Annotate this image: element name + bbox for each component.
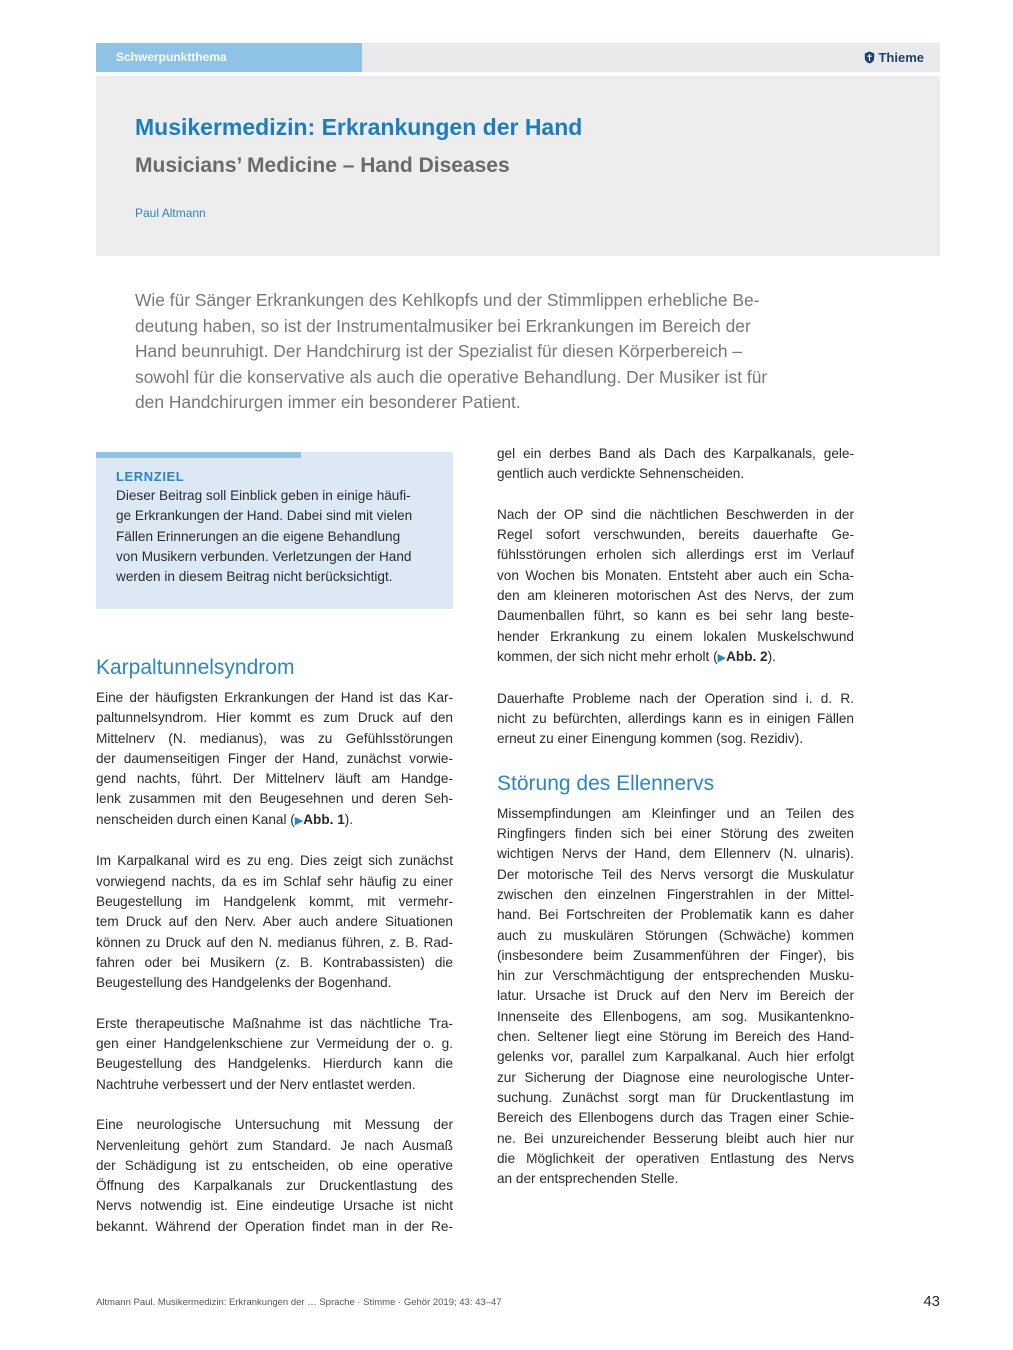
- text-line: Eine neurologische Untersuchung mit Messung der: [96, 1117, 453, 1133]
- text-line: die Möglichkeit der operativen Entlastung des Nervs: [497, 1150, 854, 1166]
- figure-link-abb-2[interactable]: Abb. 2: [726, 648, 768, 664]
- text-line: latur. Ursache ist Druck auf den Nerv im Bereich der: [497, 988, 854, 1004]
- text-line: Nervs notwendig ist. Eine eindeutige Ursache ist nicht: [96, 1198, 453, 1214]
- learning-goal-box: [96, 452, 453, 609]
- figure-ref-arrow-icon: ▶: [294, 814, 304, 827]
- text-line: Missempfindungen am Kleinfinger und an Teilen des: [497, 805, 854, 821]
- abstract: [135, 288, 835, 416]
- text-line: [96, 810, 453, 831]
- learning-goal-line: von Musikern verbunden. Verletzungen der Hand: [116, 548, 412, 564]
- paragraph: [96, 851, 453, 993]
- text-line: fahren oder bei Musikern (z. B. Kontrabassisten) die: [96, 954, 453, 970]
- text-line: gend nachts, führt. Der Mittelnerv läuft am Handge-: [96, 771, 453, 787]
- text-line: können zu Druck auf den N. medianus führen, z. B. Rad-: [96, 934, 453, 950]
- paragraph: [497, 505, 854, 668]
- text-line: Im Karpalkanal wird es zu eng. Dies zeigt sich zunächst: [96, 853, 453, 869]
- text-line: Erste therapeutische Maßnahme ist das nächtliche Tra-: [96, 1015, 453, 1031]
- learning-goal-text: [116, 486, 441, 587]
- text-line: Bereich des Ellenbogens durch das Tragen einer Schie-: [497, 1110, 854, 1126]
- text-line: gelenks vor, parallel zum Karpalkanal. Auch hier erfolgt: [497, 1049, 854, 1065]
- abstract-line: Wie für Sänger Erkrankungen des Kehlkopfs und der Stimmlippen erhebliche Be-: [135, 290, 760, 310]
- title-block: [96, 76, 940, 256]
- brand-name: Thieme: [878, 50, 924, 65]
- text-line: Innenseite des Ellenbogens, am sog. Musikantenkno-: [497, 1008, 854, 1024]
- paragraph: [497, 689, 854, 750]
- abstract-line: sowohl für die konservative als auch die operative Behandlung. Der Musiker ist für: [135, 366, 768, 387]
- author-name: Paul Altmann: [135, 206, 206, 220]
- paragraph: [96, 688, 453, 831]
- text-line: chen. Seltener liegt eine Störung im Bereich des Hand-: [497, 1029, 854, 1045]
- text-line: hand. Bei Fortschreiten der Problematik kann es daher: [497, 907, 854, 923]
- learning-goal-accent-bar: [96, 452, 301, 458]
- text-line: Öffnung des Karpalkanals zur Druckentlastung des: [96, 1178, 453, 1194]
- left-column: [96, 654, 453, 1257]
- text-fragment: kommen, der sich nicht mehr erholt (: [497, 648, 718, 664]
- text-line: (insbesondere beim Zusammenführen der Finger), bis: [497, 947, 854, 963]
- learning-goal-heading: LERNZIEL: [116, 469, 185, 484]
- abstract-line: deutung haben, so ist der Instrumentalmusiker bei Erkrankungen im Bereich der: [135, 315, 751, 336]
- learning-goal-line: Fällen Erinnerungen an die eigene Behandlung: [116, 528, 401, 544]
- figure-ref-arrow-icon: ▶: [717, 651, 727, 664]
- text-line: tem Druck auf den Nerv. Aber auch andere Situationen: [96, 914, 453, 930]
- learning-goal-line: werden in diesem Beitrag nicht berücksichtigt.: [116, 569, 393, 585]
- text-line: von Wochen bis Monaten. Entsteht aber auch ein Scha-: [497, 567, 854, 583]
- text-line: hender Erkrankung zu einem lokalen Muskelschwund: [497, 628, 854, 644]
- text-line: paltunnelsyndrom. Hier kommt es zum Druck auf den: [96, 710, 453, 726]
- text-line: an der entsprechenden Stelle.: [497, 1171, 679, 1187]
- text-line: gen einer Handgelenkschiene zur Vermeidung der o. g.: [96, 1036, 453, 1052]
- text-line: Mittelnerv (N. medianus), was zu Gefühlsstörungen: [96, 730, 453, 746]
- text-line: gentlich auch verdickte Sehnenscheiden.: [497, 466, 745, 482]
- learning-goal-line: Dieser Beitrag soll Einblick geben in einige häufi-: [116, 488, 411, 503]
- publisher-logo: [864, 43, 924, 72]
- paragraph: [96, 1115, 453, 1237]
- text-line: wichtigen Nervs der Hand, dem Ellennerv (N. ulnaris).: [497, 846, 854, 862]
- text-line: Nachtruhe verbessert und der Nerv entlastet werden.: [96, 1076, 416, 1092]
- text-line: Nach der OP sind die nächtlichen Beschwerden in der: [497, 506, 854, 522]
- paragraph: [96, 1014, 453, 1095]
- text-line: Ringfingers finden sich bei einer Störung des zweiten: [497, 826, 854, 842]
- text-line: gel ein derbes Band als Dach des Karpalkanals, gele-: [497, 446, 854, 461]
- text-line: Der motorische Teil des Nervs versorgt die Muskulatur: [497, 866, 854, 882]
- text-line: Daumenballen führt, so kann es bei sehr lang beste-: [497, 608, 854, 624]
- abstract-line: den Handchirurgen immer ein besonderer Patient.: [135, 392, 521, 413]
- text-line: [497, 647, 854, 668]
- text-line: erneut zu einer Einengung kommen (sog. Rezidiv).: [497, 731, 804, 747]
- figure-link-abb-1[interactable]: Abb. 1: [303, 811, 345, 827]
- text-fragment: nenscheiden durch einen Kanal (: [96, 811, 295, 827]
- text-line: Regel sofort verschwunden, bereits dauerhafte Ge-: [497, 527, 854, 543]
- text-fragment: ).: [344, 811, 354, 827]
- text-line: Beugestellung des Handgelenks. Hierdurch kann die: [96, 1056, 453, 1072]
- text-line: nicht zu befürchten, allerdings kann es in einigen Fällen: [497, 710, 854, 726]
- text-line: Dauerhafte Probleme nach der Operation sind i. d. R.: [497, 690, 854, 706]
- section-heading-karpaltunnelsyndrom: Karpaltunnelsyndrom: [96, 656, 295, 679]
- text-line: fühlsstörungen erholen sich allerdings erst im Verlauf: [497, 547, 854, 563]
- text-line: der daumenseitigen Finger der Hand, zunächst vorwie-: [96, 750, 453, 766]
- paragraph: [497, 444, 854, 485]
- text-line: vorwiegend nachts, da es im Schlaf sehr häufig zu einer: [96, 873, 453, 889]
- paragraph: [497, 804, 854, 1190]
- abstract-line: Hand beunruhigt. Der Handchirurg ist der Spezialist für diesen Körperbereich –: [135, 341, 743, 362]
- section-label: Schwerpunktthema: [96, 43, 362, 72]
- footer-citation: Altmann Paul. Musikermedizin: Erkrankungen der … Sprache · Stimme · Gehör 2019; 43: 43–47: [96, 1297, 502, 1308]
- thieme-emblem-icon: [864, 51, 875, 64]
- text-line: den am kleineren motorischen Ast des Nervs, der zum: [497, 588, 854, 604]
- text-line: auch zu muskulären Störungen (Schwäche) kommen: [497, 927, 854, 943]
- page-number: 43: [923, 1293, 940, 1310]
- learning-goal-line: ge Erkrankungen der Hand. Dabei sind mit vielen: [116, 508, 413, 524]
- article-title: Musikermedizin: Erkrankungen der Hand: [135, 114, 583, 140]
- right-column: [497, 444, 854, 1210]
- text-line: zwischen den einzelnen Fingerstrahlen in der Mittel-: [497, 886, 854, 902]
- text-line: ne. Bei unzureichender Besserung bleibt auch hier nur: [497, 1130, 854, 1146]
- text-line: Beugestellung im Handgelenk kommt, mit vermehr-: [96, 893, 453, 909]
- text-line: lenk zusammen mit den Beugesehnen und deren Seh-: [96, 791, 453, 807]
- text-line: hin zur Verschmächtigung der entsprechenden Musku-: [497, 968, 854, 984]
- header-bar: [96, 43, 940, 72]
- text-line: Nervenleitung gehört zum Standard. Je nach Ausmaß: [96, 1137, 453, 1153]
- text-line: Eine der häufigsten Erkrankungen der Hand ist das Kar-: [96, 690, 453, 705]
- text-line: bekannt. Während der Operation findet man in der Re-: [96, 1218, 453, 1234]
- section-heading-ellennerv: Störung des Ellennervs: [497, 771, 715, 795]
- text-fragment: ).: [767, 648, 776, 664]
- article-subtitle: Musicians’ Medicine – Hand Diseases: [135, 154, 510, 177]
- text-line: der Schädigung ist zu entscheiden, ob eine operative: [96, 1157, 453, 1173]
- text-line: Beugestellung des Handgelenks der Bogenhand.: [96, 975, 392, 991]
- text-line: suchung. Zunächst sorgt man für Druckentlastung im: [497, 1089, 854, 1105]
- text-line: zur Sicherung der Diagnose eine neurologische Unter-: [497, 1069, 854, 1085]
